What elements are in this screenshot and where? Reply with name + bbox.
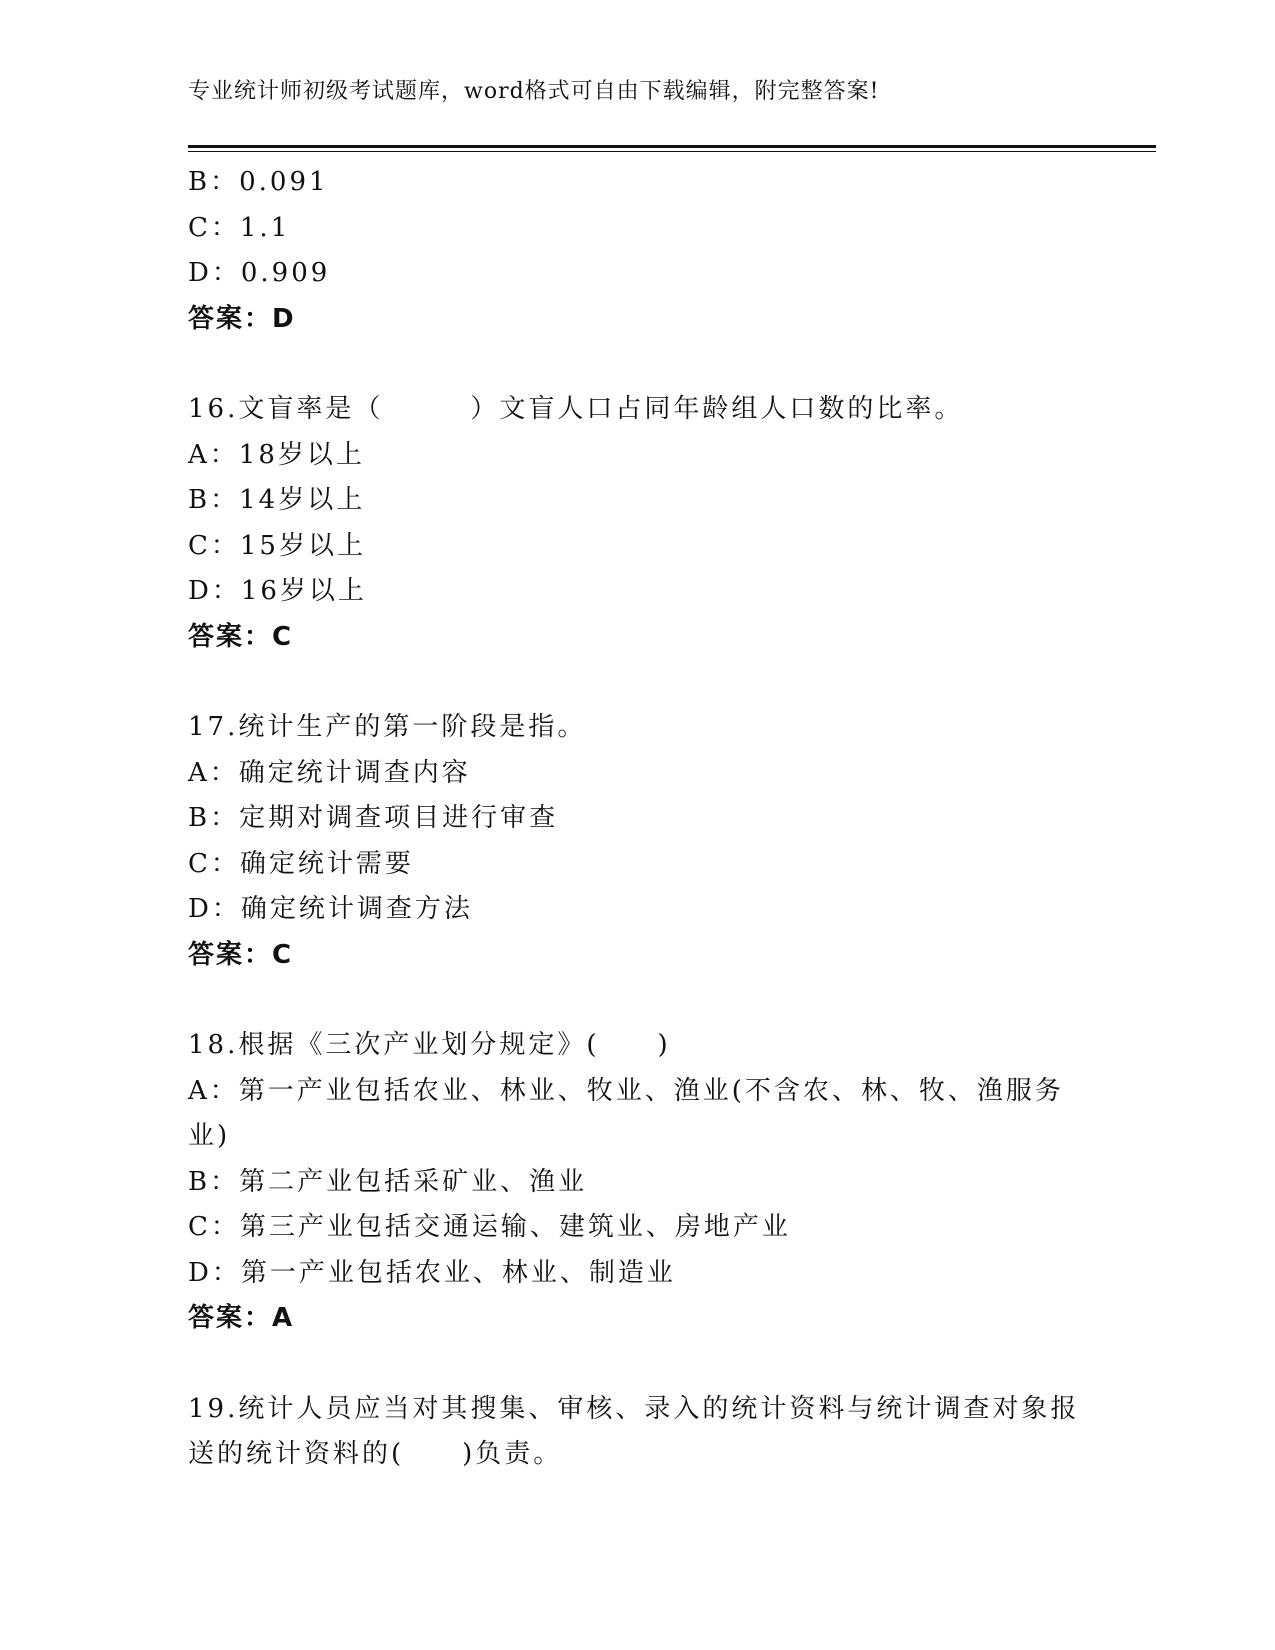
answer: 答案：D [188,303,296,334]
option-a-line-2: 业) [188,1121,231,1151]
question-18 [188,1023,1088,1342]
page-header: 专业统计师初级考试题库，word格式可自由下载编辑，附完整答案! [188,79,880,104]
option-d: D：0.909 [188,258,331,288]
option-b: B：定期对调查项目进行审查 [188,803,559,833]
question-stem-line-2: 送的统计资料的( )负责。 [188,1439,563,1469]
header-rule-thick [188,145,1156,148]
answer: 答案：A [188,1303,295,1333]
question-16 [188,387,1088,660]
option-c: C：1.1 [188,212,291,243]
option-b: B：14岁以上 [188,485,366,515]
question-stem: 18.根据《三次产业划分规定》( ) [188,1030,671,1060]
option-b: B：第二产业包括采矿业、渔业 [188,1166,588,1197]
answer: 答案：C [188,621,294,652]
option-a: A：18岁以上 [188,439,365,470]
question-stem: 17.统计生产的第一阶段是指。 [188,712,587,742]
option-b: B：0.091 [188,167,329,197]
option-c: C：确定统计需要 [188,848,414,879]
option-c: C：15岁以上 [188,530,366,561]
question-15 [188,160,1088,342]
option-d: D：16岁以上 [188,576,367,606]
document-body [188,160,1088,1478]
option-c: C：第三产业包括交通运输、建筑业、房地产业 [188,1212,791,1242]
question-stem-line-1: 19.统计人员应当对其搜集、审核、录入的统计资料与统计调查对象报 [188,1393,1080,1424]
option-a-line-1: A：第一产业包括农业、林业、牧业、渔业(不含农、林、牧、渔服务 [188,1075,1064,1106]
question-stem: 16.文盲率是（ ）文盲人口占同年龄组人口数的比率。 [188,394,964,424]
header-rule-thin [188,151,1156,152]
answer: 答案：C [188,939,294,970]
option-d: D：第一产业包括农业、林业、制造业 [188,1257,676,1288]
question-17 [188,705,1088,978]
question-19 [188,1387,1088,1478]
option-a: A：确定统计调查内容 [188,757,471,788]
option-d: D：确定统计调查方法 [188,894,473,924]
